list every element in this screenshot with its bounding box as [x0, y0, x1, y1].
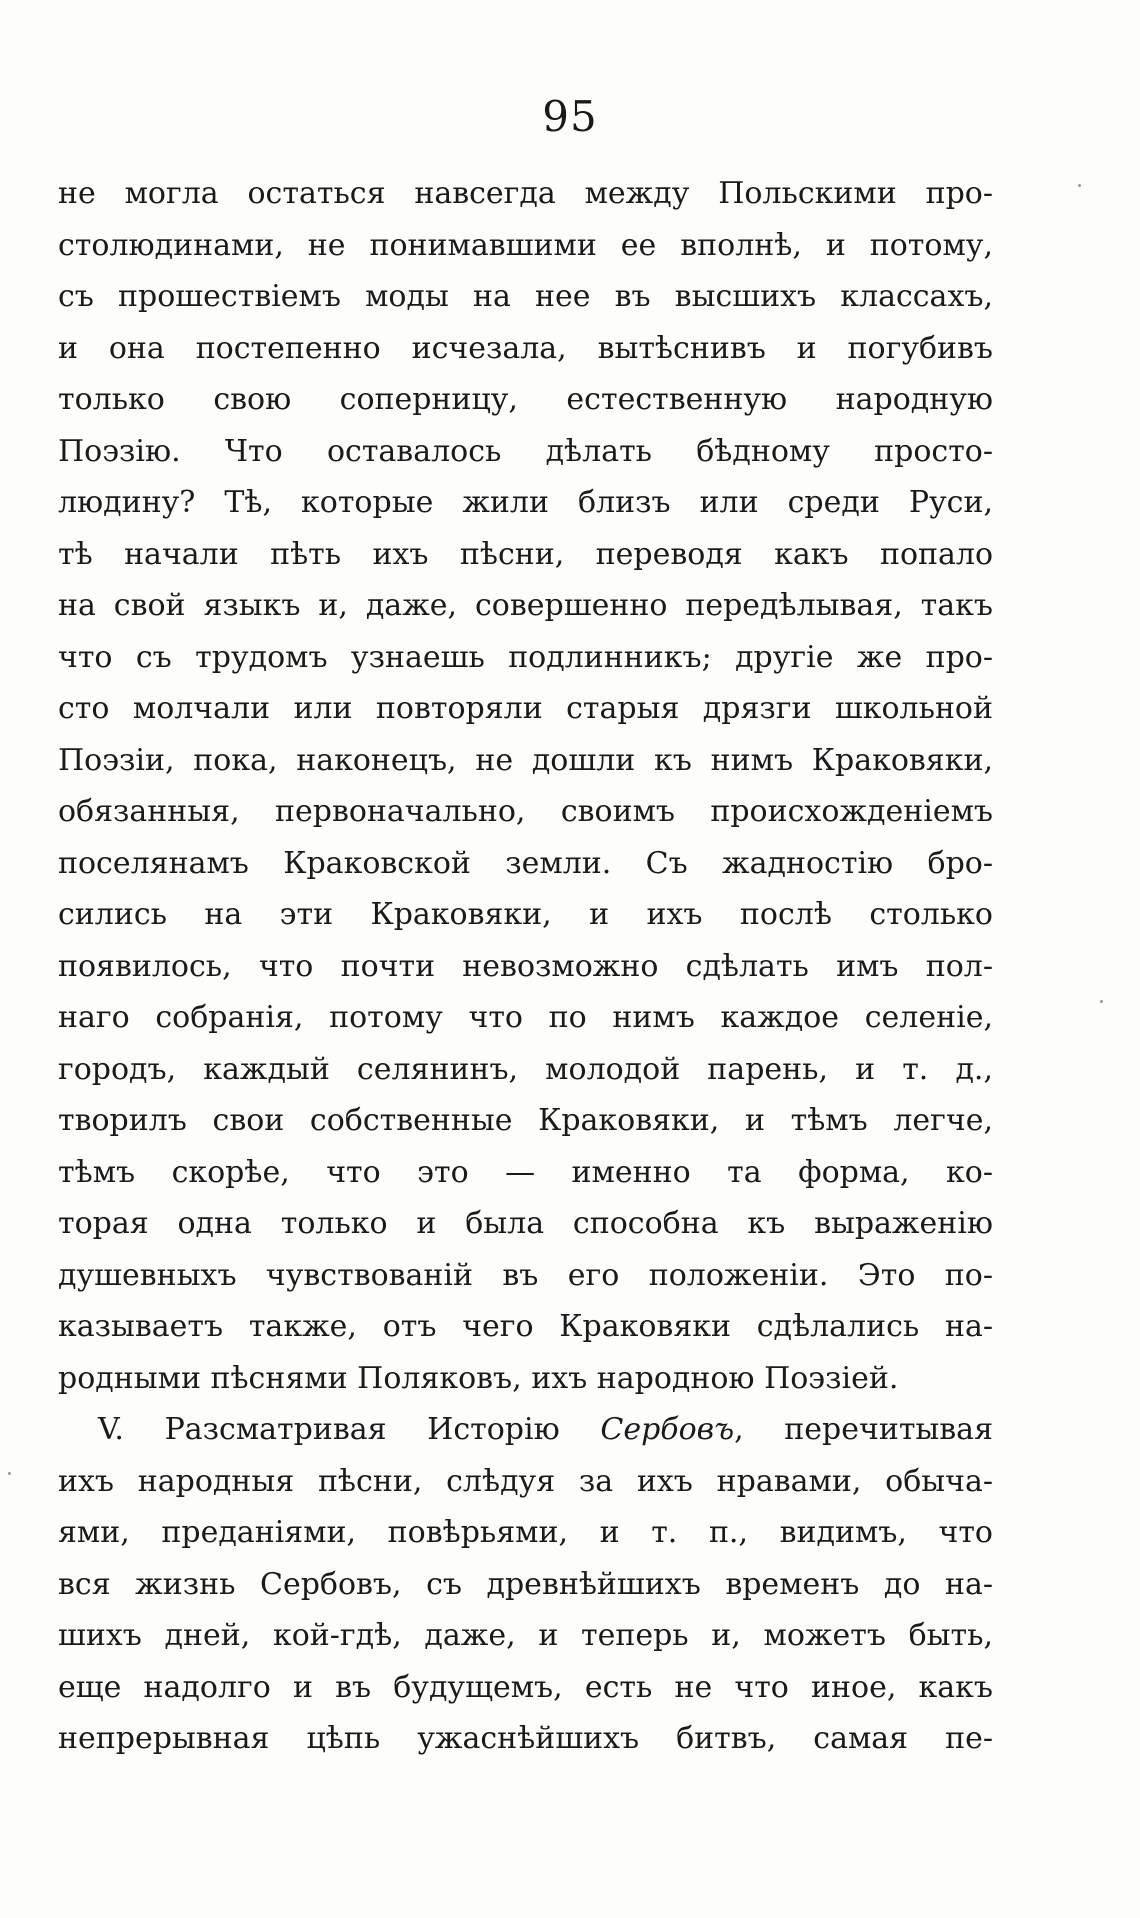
paper-speck [1078, 184, 1081, 187]
text-line: что съ трудомъ узнаешь подлинникъ; другіе же про- [58, 639, 993, 675]
text-line: Поэзіи, пока, наконецъ, не дошли къ нимъ Краковяки, [58, 742, 993, 778]
text-line: съ прошествіемъ моды на нее въ высшихъ классахъ, [58, 279, 993, 314]
paper-speck [8, 1472, 11, 1475]
text-line: сто молчали или повторяли старыя дрязги школьной [58, 691, 993, 726]
text-line: обязанныя, первоначально, своимъ происхожденіемъ [58, 794, 993, 829]
italic-term: Сербовъ [600, 1412, 735, 1447]
text-line: шихъ дней, кой-гдѣ, даже, и теперь и, можетъ быть, [58, 1618, 993, 1653]
section-lead-rest: , перечитывая [734, 1412, 993, 1447]
page-number: 95 [542, 92, 598, 141]
text-line: сились на эти Краковяки, и ихъ послѣ столько [58, 897, 993, 932]
text-line: торая одна только и была способна къ выраженію [58, 1206, 993, 1241]
paragraph-start-line [58, 1404, 993, 1456]
text-line: появилось, что почти невозможно сдѣлать имъ пол- [58, 948, 993, 984]
text-line: городъ, каждый селянинъ, молодой парень, и т. д., [58, 1051, 993, 1087]
text-line: непрерывная цѣпь ужаснѣйшихъ битвъ, самая пе- [58, 1721, 993, 1756]
text-line: тѣ начали пѣть ихъ пѣсни, переводя какъ попало [58, 536, 993, 572]
text-line: на свой языкъ и, даже, совершенно передѣлывая, такъ [58, 588, 993, 623]
section-lead-text: V. Разсматривая Исторію [98, 1412, 601, 1447]
text-line: не могла остаться навсегда между Польскими про- [58, 176, 993, 211]
text-line: наго собранія, потому что по нимъ каждое селеніе, [58, 1000, 993, 1035]
paragraph-end-line: родными пѣснями Поляковъ, ихъ народною Поэзіей. [58, 1360, 899, 1396]
text-line: еще надолго и въ будущемъ, есть не что иное, какъ [58, 1669, 993, 1705]
body-text [58, 168, 993, 1765]
text-line: душевныхъ чувствованій въ его положеніи. Это по- [58, 1257, 993, 1293]
text-line: людину? Тѣ, которые жили близъ или среди Руси, [58, 485, 993, 520]
text-line: вся жизнь Сербовъ, съ древнѣйшихъ временъ до на- [58, 1566, 993, 1602]
paper-speck [1100, 1000, 1103, 1003]
text-line: только свою соперницу, естественную народную [58, 382, 993, 417]
text-line: ями, преданіями, повѣрьями, и т. п., видимъ, что [58, 1515, 993, 1550]
text-line: и она постепенно исчезала, вытѣснивъ и погубивъ [58, 330, 993, 366]
text-line: Поэзію. Что оставалось дѣлать бѣдному просто- [58, 433, 993, 469]
text-line: поселянамъ Краковской земли. Съ жадностію бро- [58, 845, 993, 881]
text-line: тѣмъ скорѣе, что это — именно та форма, ко- [58, 1154, 993, 1190]
text-line: творилъ свои собственные Краковяки, и тѣмъ легче, [58, 1103, 993, 1138]
text-line: ихъ народныя пѣсни, слѣдуя за ихъ нравами, обыча- [58, 1463, 993, 1499]
text-line: казываетъ также, отъ чего Краковяки сдѣлались на- [58, 1309, 993, 1344]
text-line: столюдинами, не понимавшими ее вполнѣ, и потому, [58, 227, 993, 263]
